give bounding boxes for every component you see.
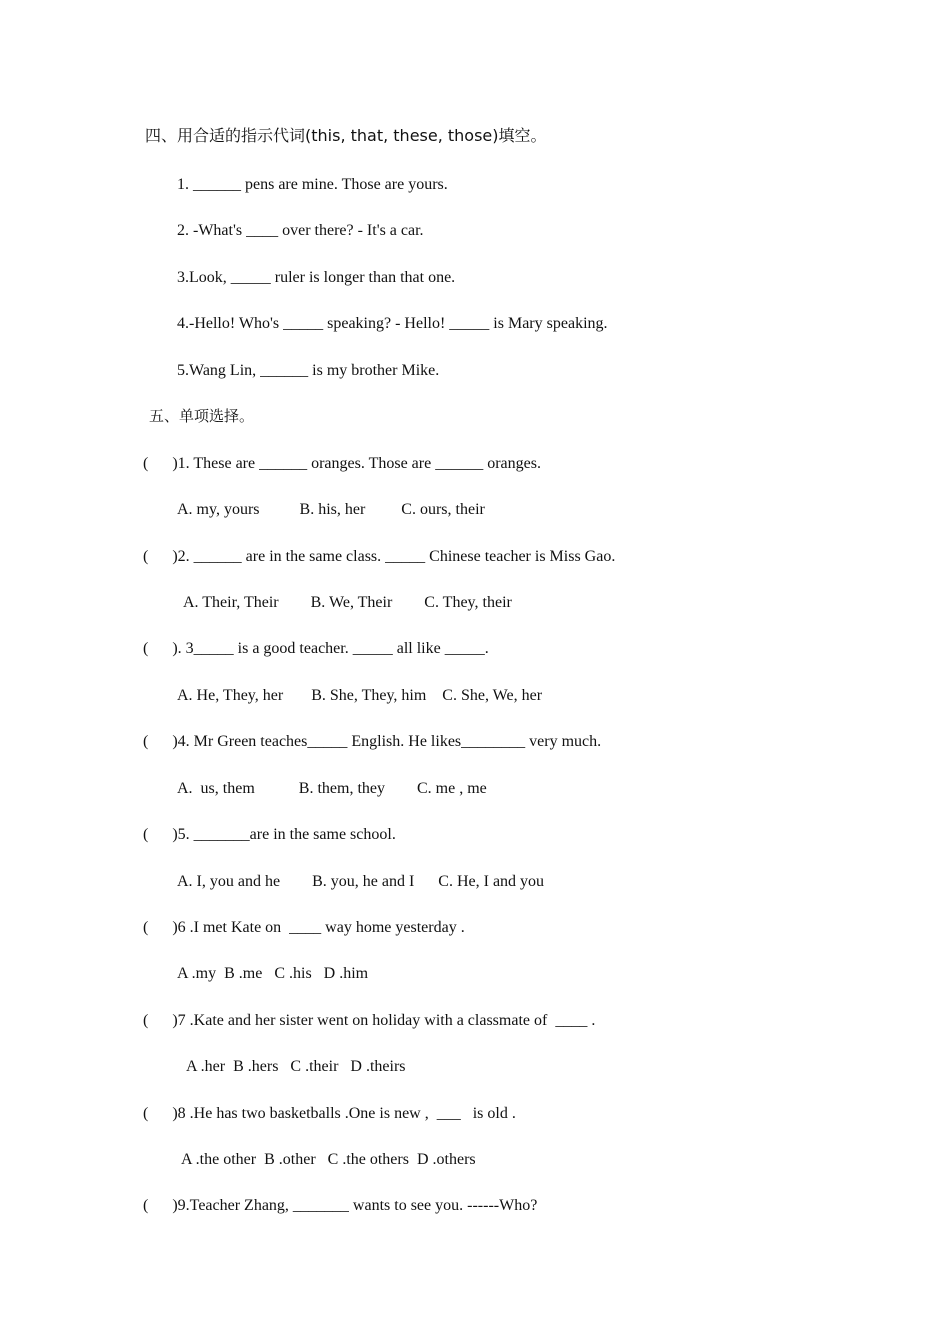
- fill-item-1: 1. ______ pens are mine. Those are yours.: [177, 176, 448, 193]
- question-4: ( )4. Mr Green teaches_____ English. He likes________ very much.: [143, 733, 602, 750]
- question-7: ( )7 .Kate and her sister went on holiday with a classmate of ____ .: [143, 1012, 596, 1029]
- question-2-options: A. Their, Their B. We, Their C. They, their: [183, 594, 512, 611]
- question-5-options: A. I, you and he B. you, he and I C. He, I and you: [177, 873, 545, 890]
- question-2: ( )2. ______ are in the same class. _____ Chinese teacher is Miss Gao.: [143, 548, 616, 565]
- question-1: ( )1. These are ______ oranges. Those are ______ oranges.: [143, 455, 541, 472]
- fill-item-2: 2. -What's ____ over there? - It's a car.: [177, 222, 424, 239]
- question-8-options: A .the other B .other C .the others D .others: [181, 1151, 476, 1168]
- question-6-options: A .my B .me C .his D .him: [177, 965, 369, 982]
- question-3: ( ). 3_____ is a good teacher. _____ all like _____.: [143, 640, 489, 657]
- question-5: ( )5. _______are in the same school.: [143, 826, 396, 843]
- section-4-title: 四、用合适的指示代词(this, that, these, those)填空。: [145, 126, 547, 145]
- question-4-options: A. us, them B. them, they C. me , me: [177, 780, 487, 797]
- section-5-title: 五、单项选择。: [149, 407, 255, 425]
- question-6: ( )6 .I met Kate on ____ way home yesterday .: [143, 919, 465, 936]
- fill-item-4: 4.-Hello! Who's _____ speaking? - Hello! _____ is Mary speaking.: [177, 315, 608, 332]
- question-1-options: A. my, yours B. his, her C. ours, their: [177, 501, 485, 518]
- question-8: ( )8 .He has two basketballs .One is new , ___ is old .: [143, 1105, 516, 1122]
- question-9: ( )9.Teacher Zhang, _______ wants to see you. ------Who?: [143, 1197, 538, 1214]
- question-3-options: A. He, They, her B. She, They, him C. She, We, her: [177, 687, 543, 704]
- fill-item-3: 3.Look, _____ ruler is longer than that one.: [177, 269, 456, 286]
- question-7-options: A .her B .hers C .their D .theirs: [186, 1058, 406, 1075]
- fill-item-5: 5.Wang Lin, ______ is my brother Mike.: [177, 362, 440, 379]
